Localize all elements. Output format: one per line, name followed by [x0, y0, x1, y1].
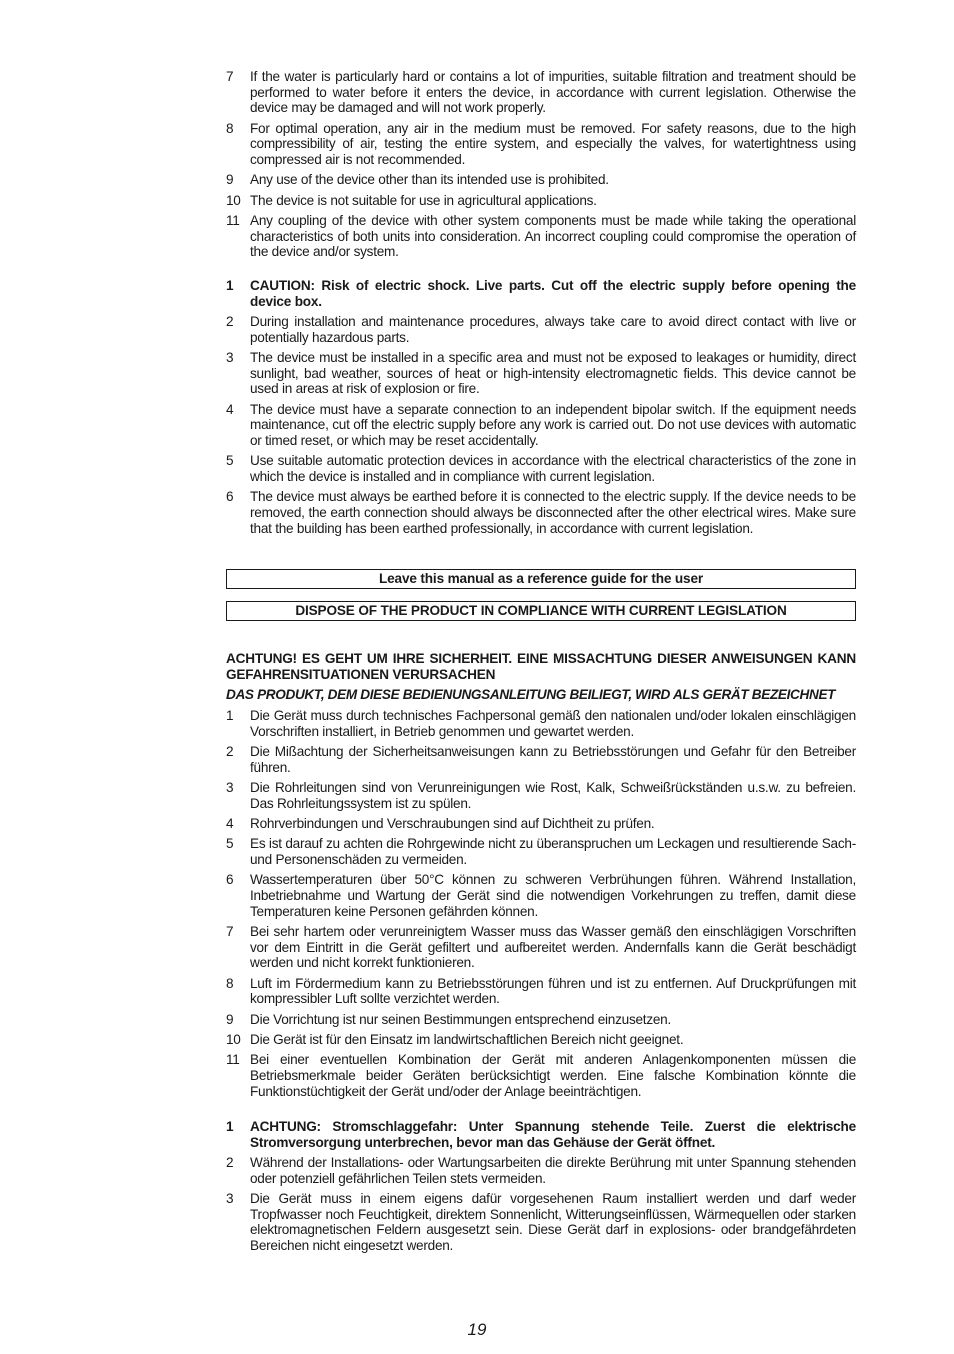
- list-item: [226, 121, 856, 168]
- item-number: 9: [226, 172, 234, 188]
- list-item: [226, 453, 856, 484]
- list-item: [226, 1032, 856, 1048]
- list-item: [226, 836, 856, 867]
- item-text: Die Rohrleitungen sind von Verunreinigungen wie Rost, Kalk, Schweißrückständen u.s.w. zu befreien. Das Rohrleitungssystem ist zu spülen.: [250, 780, 856, 811]
- disposal-notice: DISPOSE OF THE PRODUCT IN COMPLIANCE WITH CURRENT LEGISLATION: [226, 601, 856, 621]
- item-text: Any use of the device other than its intended use is prohibited.: [250, 172, 609, 188]
- english-electrical-safety-list: [226, 278, 856, 541]
- list-item: [226, 489, 856, 536]
- item-number: 3: [226, 1191, 234, 1206]
- item-text: The device is not suitable for use in agricultural applications.: [250, 192, 597, 208]
- list-item: [226, 744, 856, 775]
- item-text: Use suitable automatic protection devices in accordance with the electrical characteristics of the zone in which the device is installed and in compliance with current legislation.: [250, 453, 856, 485]
- german-electrical-safety-list: [226, 1119, 856, 1258]
- item-text: Die Gerät muss in einem eigens dafür vorgesehenen Raum installiert werden und darf weder Tropfwasser noch Feuchtigkeit, direktem Sonnenlicht, Witterungseinflüssen, Wärmequellen oder starken elektromagnetischen Feldern ausgesetzt sein. Diese Gerät darf in explosions- oder brandgefährdeten Bereichen nicht eingesetzt werden.: [250, 1191, 856, 1254]
- item-number: 4: [226, 401, 234, 417]
- item-number: 8: [226, 120, 234, 136]
- item-text: Die Vorrichtung ist nur seinen Bestimmungen entsprechend einzusetzen.: [250, 1011, 672, 1027]
- item-text: CAUTION: Risk of electric shock. Live parts. Cut off the electric supply before opening the device box.: [250, 278, 856, 309]
- item-number: 3: [226, 780, 234, 795]
- page-number: 19: [467, 1320, 487, 1339]
- item-number: 3: [226, 350, 234, 365]
- item-text: Die Gerät ist für den Einsatz im landwirtschaftlichen Bereich nicht geeignet.: [250, 1032, 684, 1047]
- list-item: [226, 1012, 856, 1028]
- item-number: 1: [226, 1119, 234, 1134]
- list-item: [226, 314, 856, 345]
- list-item: [226, 69, 856, 116]
- item-number: 2: [226, 1155, 234, 1170]
- list-item: [226, 780, 856, 811]
- item-text: Bei sehr hartem oder verunreinigtem Wasser muss das Wasser gemäß den einschlägigen Vorschriften vor dem Eintritt in die Gerät gefiltert und aufbereitet werden. Andernfalls kann die Gerät beschädigt werden und nicht korrekt funktionieren.: [250, 924, 856, 971]
- item-number: 5: [226, 836, 234, 852]
- numbered-list: [226, 708, 856, 1099]
- numbered-list: [226, 278, 856, 537]
- numbered-list: [226, 1119, 856, 1254]
- item-number: 1: [226, 278, 234, 293]
- item-text: The device must be installed in a specific area and must not be exposed to leakages or humidity, direct sunlight, bad weather, sources of heat or high-intensity electromagnetic fields. This device cannot be used in areas at risk of explosion or fire.: [250, 350, 856, 397]
- item-number: 7: [226, 924, 234, 939]
- german-product-subheading: DAS PRODUKT, DEM DIESE BEDIENUNGSANLEITUNG BEILIEGT, WIRD ALS GERÄT BEZEICHNET: [226, 687, 836, 702]
- item-text: The device must have a separate connection to an independent bipolar switch. If the equipment needs maintenance, cut off the electric supply before any work is carried out. Do not use devices with automatic or timed reset, or which may be reset accidentally.: [250, 401, 856, 449]
- list-item: [226, 816, 856, 832]
- list-item: [226, 872, 856, 919]
- item-text: If the water is particularly hard or contains a lot of impurities, suitable filtration and treatment should be performed to water before it enters the device, in accordance with current legislation. Otherwise the device may be damaged and will not work properly.: [250, 69, 856, 116]
- item-text: Wassertemperaturen über 50°C können zu schweren Verbrühungen führen. Während Installation, Inbetriebnahme und Wartung der Gerät sind die notwendigen Vorkehrungen zu treffen, damit diese Temperaturen keine Personen gefährden können.: [250, 872, 856, 919]
- achtung-label: ACHTUNG!: [226, 651, 297, 666]
- item-number: 7: [226, 69, 234, 84]
- item-number: 5: [226, 453, 234, 469]
- item-number: 4: [226, 816, 234, 831]
- list-item: [226, 278, 856, 309]
- reference-guide-notice: Leave this manual as a reference guide for the user: [226, 569, 856, 589]
- list-item: [226, 976, 856, 1007]
- item-text: Luft im Fördermedium kann zu Betriebsstörungen führen und ist zu entfernen. Auf Druckprüfungen mit kompressibler Luft sollte verzichtet werden.: [250, 975, 856, 1007]
- item-text: The device must always be earthed before it is connected to the electric supply. If the device needs to be removed, the earth connection should always be disconnected after the other electrical wires. Make sure that the building has been earthed professionally, in accordance with current legislation.: [250, 489, 856, 536]
- list-item: [226, 1191, 856, 1254]
- item-number: 11: [226, 213, 240, 228]
- item-text: Bei einer eventuellen Kombination der Gerät mit anderen Anlagenkomponenten müssen die Betriebsmerkmale beider Geräten berücksichtigt werden. Eine falsche Kombination könnte die Funktionstüchtigkeit der Gerät und/oder der Anlage beeinträchtigen.: [250, 1052, 856, 1099]
- german-heading-text: ES GEHT UM IHRE SICHERHEIT. EINE MISSACHTUNG DIESER ANWEISUNGEN KANN GEFAHRENSITUATIONEN VERURSACHEN: [226, 651, 856, 682]
- item-text: Rohrverbindungen und Verschraubungen sind auf Dichtheit zu prüfen.: [250, 816, 655, 831]
- item-text: ACHTUNG: Stromschlaggefahr: Unter Spannung stehende Teile. Zuerst die elektrische Stromversorgung unterbrechen, bevor man das Gehäuse der Gerät öffnet.: [250, 1119, 856, 1150]
- item-number: 1: [226, 708, 234, 723]
- german-safety-heading: [226, 651, 856, 682]
- item-number: 2: [226, 314, 234, 329]
- item-text: Die Gerät muss durch technisches Fachpersonal gemäß den nationalen und/oder lokalen einschlägigen Vorschriften installiert, in Betrieb genommen und gewartet werden.: [250, 708, 856, 739]
- list-item: [226, 1052, 856, 1099]
- list-item: [226, 350, 856, 397]
- list-item: [226, 924, 856, 971]
- list-item: [226, 213, 856, 260]
- list-item: [226, 708, 856, 739]
- item-text: Any coupling of the device with other system components must be made while taking the operational characteristics of both units into consideration. An incorrect coupling could compromise the operation of the device and/or system.: [250, 213, 856, 260]
- item-text: Die Mißachtung der Sicherheitsanweisungen kann zu Betriebsstörungen und Gefahr für den Betreiber führen.: [250, 744, 856, 775]
- german-general-safety-list: [226, 708, 856, 1104]
- item-text: Während der Installations- oder Wartungsarbeiten die direkte Berührung mit unter Spannung stehenden oder potenziell gefährlichen Teilen stets vermeiden.: [250, 1155, 856, 1186]
- item-number: 6: [226, 872, 234, 888]
- item-text: For optimal operation, any air in the medium must be removed. For safety reasons, due to the high compressibility of air, testing the entire system, and especially the valves, for watertightness using compressed air is not recommended.: [250, 120, 856, 168]
- item-number: 2: [226, 744, 234, 759]
- item-text: During installation and maintenance procedures, always take care to avoid direct contact with live or potentially hazardous parts.: [250, 314, 856, 345]
- item-number: 10: [226, 192, 241, 208]
- item-number: 6: [226, 489, 234, 505]
- list-item: [226, 1119, 856, 1150]
- english-general-safety-list: [226, 69, 856, 265]
- list-item: [226, 172, 856, 188]
- list-item: [226, 1155, 856, 1186]
- item-number: 8: [226, 975, 234, 991]
- list-item: [226, 193, 856, 209]
- list-item: [226, 402, 856, 449]
- numbered-list: [226, 69, 856, 260]
- item-number: 11: [226, 1052, 240, 1068]
- item-text: Es ist darauf zu achten die Rohrgewinde nicht zu überanspruchen um Leckagen und resultierende Sach- und Personenschäden zu vermeiden.: [250, 836, 856, 867]
- item-number: 10: [226, 1032, 241, 1047]
- item-number: 9: [226, 1011, 234, 1027]
